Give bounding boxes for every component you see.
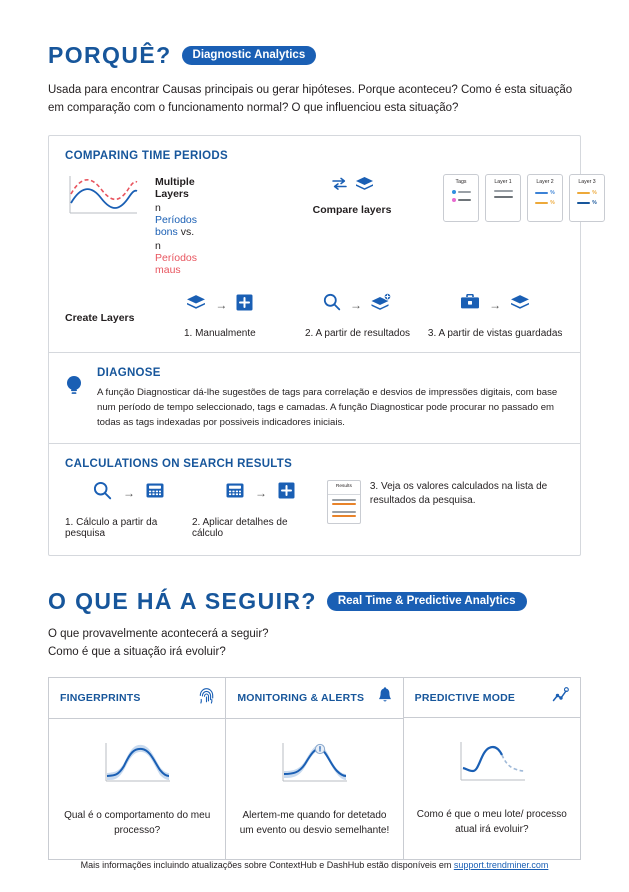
fingerprint-chart [61,739,213,792]
card-title: MONITORING & ALERTS [237,692,365,705]
good-periods-label: Períodos bons [155,213,198,238]
layers-icon [355,176,374,197]
predictive-chart [416,738,568,791]
page-title: PORQUÊ? [48,42,172,68]
card-title: PREDICTIVE MODE [414,691,516,704]
multiple-layers-text [155,172,197,276]
calculator-icon [226,483,244,503]
create-layers-step-3 [426,292,564,341]
predictive-cards [48,677,581,860]
arrow-right-icon: → [254,485,267,500]
section-heading-next [48,588,581,615]
percent-icon: % [592,189,597,196]
good-suffix: vs. [180,225,195,238]
layer-card-title: Layer 2 [536,178,554,185]
block-title-calculations: CALCULATIONS ON SEARCH RESULTS [65,457,293,470]
percent-icon: % [550,199,555,206]
section-description-next-1: O que provavelmente acontecerá a seguir? [48,627,269,640]
comparing-time-periods-block [49,136,597,353]
status-badge-predictive: Real Time & Predictive Analytics [327,592,527,611]
diagnose-description: A função Diagnosticar dá-lhe sugestões de tags para correlação e desvios de impressões digitais, com base num período de tempo seleccionado, tags e camadas. A função Diagnosticar pode procurar no passado em todas as tags indexadas por possiveis indicadores iniciais. [97,387,558,428]
layer-card-title: Layer 1 [494,178,512,185]
footer [0,860,629,870]
block-title-diagnose: DIAGNOSE [97,367,161,380]
multiple-layers-title: Multiple Layers [155,175,195,200]
layer-card-layer2 [527,174,563,222]
search-icon [323,293,341,316]
search-icon [93,481,112,505]
card-fingerprints [49,678,225,859]
good-prefix: n [155,201,161,214]
layer-card-title: Layer 3 [578,178,596,185]
results-card [327,480,361,524]
step-caption: 2. Aplicar detalhes de cálculo [191,516,288,539]
monitoring-chart [238,739,390,792]
page-title-next: O QUE HÁ A SEGUIR? [48,587,317,614]
card-predictive-mode [403,678,580,859]
calculation-step-2 [192,480,319,539]
plus-square-icon [278,482,295,504]
results-card-title: Results [335,483,352,489]
percent-icon: % [592,199,597,206]
step-caption: 1. Manualmente [183,327,256,339]
lightbulb-icon [65,367,83,431]
card-monitoring-alerts [225,678,402,859]
layer-card-layer1 [485,174,521,222]
diagnostic-panel [48,135,597,556]
step-caption: 1. Cálculo a partir da pesquisa [65,516,158,539]
arrow-right-icon: → [215,297,228,312]
fingerprint-icon [199,687,214,709]
arrow-right-icon: → [489,297,502,312]
prediction-icon [552,687,569,708]
percent-icon: % [550,189,555,196]
bad-periods-label: Períodos maus [155,251,198,276]
layers-add-icon [371,293,392,317]
diagnose-block [49,353,580,443]
calculation-step-1 [65,480,192,539]
section-description-why: Usada para encontrar Causas principais ou gerar hipóteses. Porque aconteceu? Como é esta situação em comparação com o funcionamento normal? O que influenciou esta situação? [48,84,573,114]
calculator-icon [146,483,164,503]
card-caption: Alertem-me quando for detetado um evento ou desvio semelhante! [239,810,390,837]
layer-cards [443,172,605,222]
layers-icon [186,294,206,316]
step-caption: 3. Veja os valores calculados na lista de resultados da pesquisa. [369,480,548,506]
briefcase-icon [460,294,480,316]
card-caption: Qual é o comportamento do meu processo? [64,810,211,837]
section-heading-why [48,42,581,69]
create-layers-step-2 [289,292,427,341]
card-caption: Como é que o meu lote/ processo atual irá evoluir? [416,809,567,836]
footer-text: Mais informações incluindo atualizações sobre ContextHub e DashHub estão disponíveis em [80,860,454,870]
multiple-layers-chart [65,172,141,218]
status-badge-diagnostic: Diagnostic Analytics [182,46,317,65]
bad-prefix: n [155,239,161,252]
step-caption: 3. A partir de vistas guardadas [427,327,563,339]
support-link[interactable]: support.trendminer.com [453,860,549,870]
layer-card-tags [443,174,479,222]
layer-card-title: Tags [455,178,467,185]
card-title: FINGERPRINTS [60,692,141,705]
arrow-right-icon: → [123,485,135,500]
swap-arrows-icon [331,177,348,195]
step-caption: 2. A partir de resultados [304,327,411,339]
block-title-comparing: COMPARING TIME PERIODS [65,149,228,162]
create-layers-step-1 [151,292,289,341]
compare-layers-group [293,172,411,216]
layers-icon [510,294,530,316]
arrow-right-icon: → [350,297,362,312]
create-layers-row [65,292,564,341]
plus-square-icon [236,294,253,316]
section-description-next-2: Como é que a situação irá evoluir? [48,645,226,658]
layer-card-layer3 [569,174,605,222]
compare-layers-label: Compare layers [312,203,392,216]
calculations-block [49,444,580,555]
create-layers-label: Create Layers [65,311,135,324]
calculation-step-3 [327,480,564,524]
bell-icon [378,687,392,709]
